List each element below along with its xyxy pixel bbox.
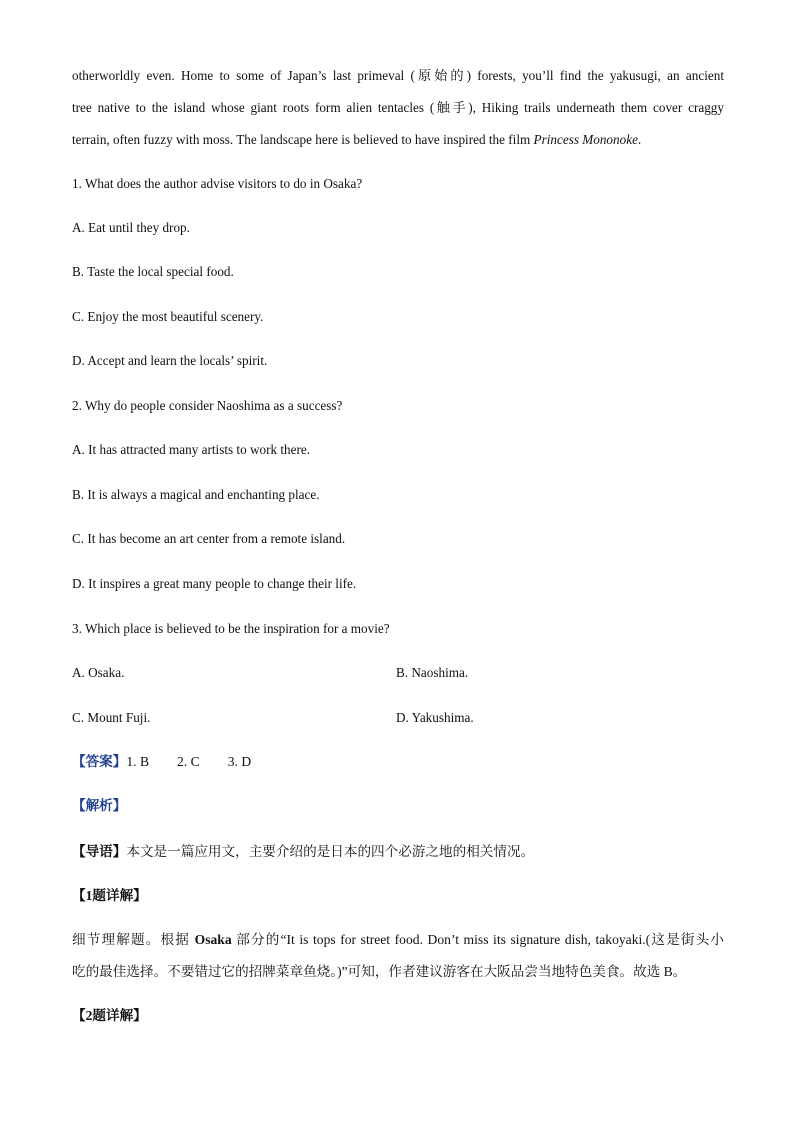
question-3-option-b: B. Naoshima. bbox=[396, 665, 469, 680]
question-3-option-a: A. Osaka. bbox=[72, 665, 125, 680]
passage-line-3-end: . bbox=[637, 132, 642, 147]
guide-label: 【导语】 bbox=[72, 844, 127, 859]
q1-detail-text-pre: 细节理解题。根据 bbox=[72, 932, 195, 947]
question-2-option-d: D. It inspires a great many people to change their life. bbox=[72, 576, 357, 591]
film-title: Princess Mononoke bbox=[533, 132, 638, 147]
passage-line-3 bbox=[72, 131, 641, 149]
analysis-label: 【解析】 bbox=[72, 798, 127, 813]
question-2-stem: 2. Why do people consider Naoshima as a success? bbox=[72, 398, 343, 413]
question-3-option-d: D. Yakushima. bbox=[396, 710, 474, 725]
q1-detail-line-1 bbox=[72, 931, 724, 949]
answer-3: 3. D bbox=[227, 754, 252, 769]
question-2-option-c: C. It has become an art center from a remote island. bbox=[72, 531, 346, 546]
q1-detail-label: 【1题详解】 bbox=[72, 888, 147, 903]
q1-detail-text-post: 部分的“It is tops for street food. Don’t miss its signature dish, takoyaki.(这是街头小 bbox=[231, 932, 724, 947]
question-1-stem: 1. What does the author advise visitors to do in Osaka? bbox=[72, 176, 363, 191]
question-2-option-b: B. It is always a magical and enchanting place. bbox=[72, 487, 320, 502]
answer-label: 【答案】 bbox=[72, 754, 127, 769]
q2-detail-label: 【2题详解】 bbox=[72, 1008, 147, 1023]
answer-1: 1. B bbox=[126, 754, 150, 769]
answer-2: 2. C bbox=[177, 754, 200, 769]
passage-line-3-text: terrain, often fuzzy with moss. The landscape here is believed to have inspired the film bbox=[72, 132, 534, 147]
question-1-option-b: B. Taste the local special food. bbox=[72, 264, 234, 279]
question-1-option-c: C. Enjoy the most beautiful scenery. bbox=[72, 309, 264, 324]
q1-detail-keyword: Osaka bbox=[194, 932, 232, 947]
answer-line bbox=[72, 753, 251, 771]
question-1-option-a: A. Eat until they drop. bbox=[72, 220, 190, 235]
passage-line-2: tree native to the island whose giant roots form alien tentacles (触手), Hiking trails underneath them cover craggy bbox=[72, 100, 724, 115]
question-3-stem: 3. Which place is believed to be the inspiration for a movie? bbox=[72, 621, 390, 636]
guide-text: 本文是一篇应用文，主要介绍的是日本的四个必游之地的相关情况。 bbox=[126, 844, 535, 859]
question-3-option-c: C. Mount Fuji. bbox=[72, 710, 151, 725]
guide-line bbox=[72, 843, 534, 861]
question-1-option-d: D. Accept and learn the locals’ spirit. bbox=[72, 353, 268, 368]
passage-line-1: otherworldly even. Home to some of Japan’s last primeval (原始的) forests, you’ll find the yakusugi, an ancient bbox=[72, 68, 724, 83]
question-2-option-a: A. It has attracted many artists to work there. bbox=[72, 442, 311, 457]
q1-detail-line-2: 吃的最佳选择。不要错过它的招牌菜章鱼烧。)”可知，作者建议游客在大阪品尝当地特色美食。故选 B。 bbox=[72, 964, 687, 979]
